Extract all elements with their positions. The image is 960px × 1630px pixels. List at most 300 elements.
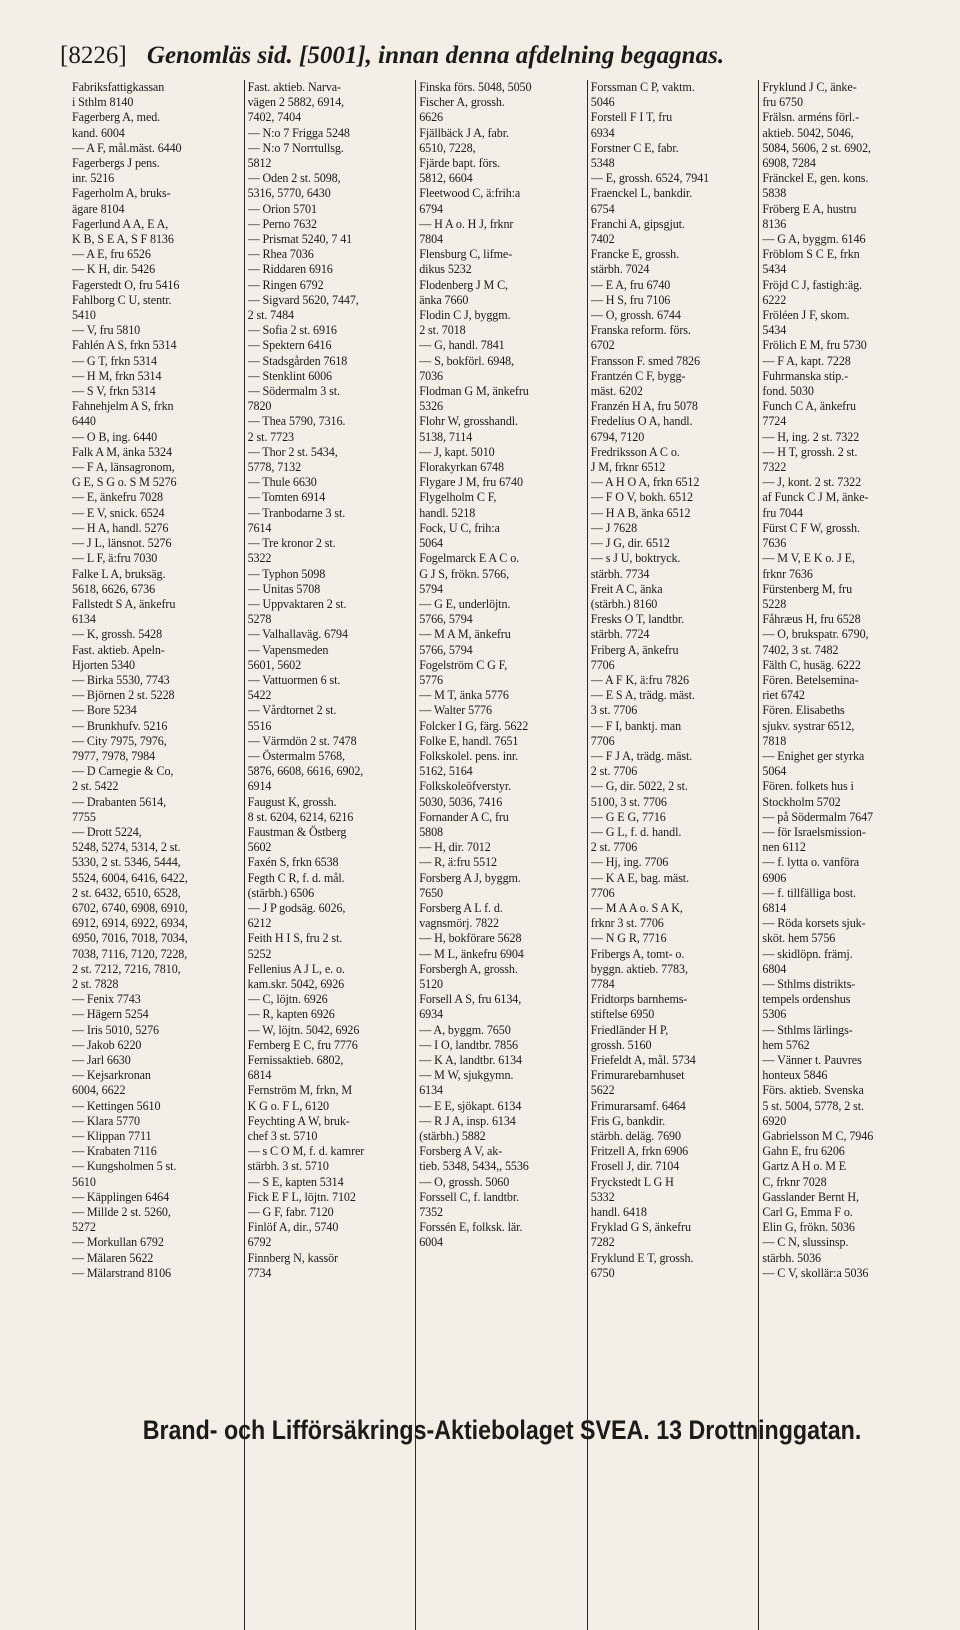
directory-entry: Fürstenberg M, fru [762, 581, 853, 596]
directory-entry: tieb. 5348, 5434,, 5536 [419, 1159, 529, 1174]
directory-entry: Forssén E, folksk. lär. [419, 1220, 523, 1235]
directory-entry: 5084, 5606, 2 st. 6902, [762, 140, 871, 155]
directory-entry: — Vänner t. Pauvres [762, 1053, 862, 1067]
directory-entry: — N G R, 7716 [590, 931, 667, 946]
directory-entry: K B, S E A, S F 8136 [72, 232, 174, 247]
directory-entry: — A H O A, frkn 6512 [590, 475, 700, 490]
directory-entry: 5610 [72, 1174, 96, 1189]
directory-columns [72, 80, 930, 1630]
directory-entry: stärbh. 7734 [590, 566, 650, 581]
directory-entry: 5794 [419, 581, 443, 596]
directory-entry: Fallstedt S A, änkefru [72, 596, 176, 611]
directory-entry: — Södermalm 3 st. [247, 384, 340, 399]
directory-entry: — N:o 7 Frigga 5248 [247, 125, 350, 140]
directory-entry: — Sofia 2 st. 6916 [247, 323, 337, 338]
directory-entry: Fick E F L, löjtn. 7102 [247, 1189, 356, 1204]
directory-entry: 5138, 7114 [419, 429, 473, 444]
directory-entry: Gahn E, fru 6206 [762, 1144, 845, 1159]
directory-entry: — F J A, trädg. mäst. [590, 748, 693, 763]
directory-entry: 7820 [247, 399, 272, 414]
directory-entry: Elin G, frökn. 5036 [762, 1220, 855, 1235]
directory-entry: — K A E, bag. mäst. [590, 870, 689, 885]
directory-entry: Fellenius A J L, e. o. [247, 961, 345, 976]
directory-entry: Fuhrmanska stip.- [762, 368, 849, 383]
directory-entry: — L F, ä:fru 7030 [72, 551, 158, 566]
directory-entry: — Östermalm 5768, [247, 748, 345, 763]
directory-entry: Falke L A, bruksäg. [72, 566, 166, 581]
directory-entry: Finska förs. 5048, 5050 [419, 80, 532, 94]
directory-entry: — V, fru 5810 [72, 323, 141, 338]
directory-entry: — H M, frkn 5314 [72, 368, 162, 383]
directory-entry: Flygare J M, fru 6740 [419, 475, 523, 490]
directory-entry: — Valhallaväg. 6794 [247, 627, 348, 642]
directory-entry: Fjärde bapt. förs. [419, 156, 501, 171]
directory-entry: — Unitas 5708 [247, 581, 321, 596]
header-note: Genomläs sid. [5001], innan denna afdelning begagnas. [146, 42, 725, 69]
directory-entry: — Hägern 5254 [72, 1007, 149, 1022]
directory-entry: (stärbh.) 6506 [247, 885, 315, 900]
page-id: [8226] [60, 42, 127, 69]
directory-entry: 6004, 6622 [72, 1083, 126, 1098]
directory-entry: Fogelmarck E A C o. [419, 551, 520, 566]
directory-entry: 7038, 7116, 7120, 7228, [72, 946, 188, 961]
advertisement-footer: Brand- och Lifförsäkrings-Aktiebolaget SVEA. 13 Drottninggatan. [142, 1415, 862, 1445]
directory-entry: 2 st. 7828 [72, 976, 119, 991]
directory-entry: fru 7044 [762, 505, 803, 520]
directory-column-4 [587, 80, 759, 1630]
directory-entry: Fryklund E T, grossh. [590, 1250, 694, 1265]
directory-entry: fru 6750 [762, 95, 803, 110]
directory-entry: Fegth C R, f. d. mål. [247, 870, 345, 885]
directory-entry: Frälsn. arméns förl.- [762, 110, 860, 125]
directory-entry: — O, grossh. 6744 [590, 308, 681, 323]
directory-entry: Fahnehjelm A S, frkn [72, 399, 174, 414]
directory-entry: Fernberg E C, fru 7776 [247, 1037, 358, 1052]
directory-entry: Fredelius O A, handl. [590, 414, 693, 429]
directory-entry: 5326 [419, 399, 443, 414]
directory-entry: Fast. aktieb. Narva- [247, 80, 341, 94]
directory-entry: — E, grossh. 6524, 7941 [590, 171, 710, 186]
directory-entry: Finnberg N, kassör [247, 1250, 338, 1265]
directory-entry: — Walter 5776 [419, 703, 492, 718]
directory-entry: Fernissaktieb. 6802, [247, 1053, 344, 1067]
directory-entry: — A E, fru 6526 [72, 247, 151, 262]
directory-entry: — E, änkefru 7028 [72, 490, 163, 505]
directory-entry: Funch C A, änkefru [762, 399, 856, 414]
directory-entry: 5601, 5602 [247, 657, 302, 672]
directory-entry: 7614 [247, 520, 272, 535]
directory-entry: Fryklad G S, änkefru [590, 1220, 691, 1235]
directory-entry: Fresks O T, landtbr. [590, 612, 685, 627]
directory-entry: 6814 [247, 1068, 272, 1083]
directory-entry: 5332 [590, 1189, 615, 1204]
directory-entry: 2 st. 7018 [419, 323, 466, 338]
directory-entry: Carl G, Emma F o. [762, 1205, 853, 1220]
directory-entry: 5162, 5164 [419, 764, 473, 779]
directory-entry: — Hj, ing. 7706 [590, 855, 669, 870]
directory-entry: Forstner C E, fabr. [590, 140, 679, 155]
directory-entry: — S E, kapten 5314 [247, 1174, 344, 1189]
directory-entry: — Brunkhufv. 5216 [72, 718, 168, 733]
directory-entry: — Oden 2 st. 5098, [247, 171, 341, 186]
directory-entry: tempels ordenshus [762, 992, 851, 1007]
directory-entry: ägare 8104 [72, 201, 125, 216]
directory-entry: — Jakob 6220 [72, 1037, 142, 1052]
directory-entry: — Kungsholmen 5 st. [72, 1159, 177, 1174]
directory-entry: 7706 [590, 733, 615, 748]
directory-entry: — för Israelsmission- [762, 824, 866, 839]
directory-entry: 7755 [72, 809, 96, 824]
directory-entry: — G L, f. d. handl. [590, 824, 682, 839]
directory-entry: — C, löjtn. 6926 [247, 992, 328, 1007]
directory-entry: — Perno 7632 [247, 216, 317, 231]
directory-entry: Fock, U C, frih:a [419, 520, 500, 535]
directory-column-1 [72, 80, 244, 1630]
directory-entry: änka 7660 [419, 292, 469, 307]
directory-entry: — Krabaten 7116 [72, 1144, 157, 1159]
directory-entry: — H, dir. 7012 [419, 840, 491, 855]
directory-entry: — J P godsäg. 6026, [247, 900, 346, 915]
directory-entry: (stärbh.) 8160 [590, 596, 658, 611]
directory-entry: Florakyrkan 6748 [419, 460, 504, 475]
directory-entry: 6794, 7120 [590, 429, 645, 444]
directory-entry: Fälth C, husäg. 6222 [762, 657, 861, 672]
directory-entry: — D Carnegie & Co, [72, 764, 174, 779]
directory-entry: Fribergs A, tomt- o. [590, 946, 685, 961]
directory-entry: 7402, 3 st. 7482 [762, 642, 839, 657]
directory-entry: Fabriksfattigkassan [72, 80, 165, 94]
directory-entry: 6222 [762, 292, 787, 307]
directory-entry: Gasslander Bernt H, [762, 1189, 859, 1204]
directory-entry: 7352 [419, 1205, 443, 1220]
directory-entry: Folkskolel. pens. inr. [419, 748, 519, 763]
directory-entry: — G E, underlöjtn. [419, 596, 511, 611]
directory-entry: 7804 [419, 232, 443, 247]
directory-entry: 5766, 5794 [419, 612, 473, 627]
directory-entry: byggn. aktieb. 7783, [590, 961, 688, 976]
directory-entry: — A F K, ä:fru 7826 [590, 672, 689, 687]
directory-entry: Friberg A, änkefru [590, 642, 679, 657]
directory-entry: 5306 [762, 1007, 787, 1022]
directory-entry: — J, kapt. 5010 [419, 444, 495, 459]
directory-entry: 6792 [247, 1235, 272, 1250]
directory-entry: Fryckstedt L G H [590, 1174, 674, 1189]
directory-entry: Fraenckel L, bankdir. [590, 186, 693, 201]
directory-entry: riet 6742 [762, 688, 805, 703]
directory-entry: 5422 [247, 688, 272, 703]
directory-entry: Faxén S, frkn 6538 [247, 855, 339, 870]
directory-entry: 6950, 7016, 7018, 7034, [72, 931, 188, 946]
directory-entry: Fagerstedt O, fru 5416 [72, 277, 180, 292]
directory-entry: — M W, sjukgymn. [419, 1068, 514, 1083]
directory-entry: 7282 [590, 1235, 615, 1250]
directory-entry: — M V, E K o. J E, [762, 551, 855, 566]
directory-entry: 5766, 5794 [419, 642, 473, 657]
directory-entry: — G T, frkn 5314 [72, 353, 157, 368]
directory-entry: mäst. 6202 [590, 384, 643, 399]
directory-entry: — Bore 5234 [72, 703, 137, 718]
directory-entry: J M, frknr 6512 [590, 460, 666, 475]
directory-entry: — Thea 5790, 7316. [247, 414, 346, 429]
directory-entry: 2 st. 7723 [247, 429, 294, 444]
directory-entry: af Funck C J M, änke- [762, 490, 869, 505]
directory-entry: Forsbergh A, grossh. [419, 961, 518, 976]
directory-entry: 5812, 6604 [419, 171, 473, 186]
directory-entry: Falk A M, änka 5324 [72, 444, 172, 459]
directory-entry: 6134 [72, 612, 96, 627]
directory-entry: Folke E, handl. 7651 [419, 733, 519, 748]
directory-entry: — f. tillfälliga bost. [762, 885, 856, 900]
directory-entry: 6754 [590, 201, 615, 216]
directory-entry: sköt. hem 5756 [762, 931, 836, 946]
directory-entry: — Spektern 6416 [247, 338, 332, 353]
directory-entry: Fast. aktieb. Apeln- [72, 642, 165, 657]
directory-entry: Freit A C, änka [590, 581, 663, 596]
directory-entry: — City 7975, 7976, [72, 733, 167, 748]
directory-entry: — Prismat 5240, 7 41 [247, 232, 353, 247]
directory-entry: kand. 6004 [72, 125, 125, 140]
directory-entry: 6934 [590, 125, 615, 140]
directory-entry: 7724 [762, 414, 787, 429]
directory-entry: — O, grossh. 5060 [419, 1174, 510, 1189]
directory-entry: Forsberg A J, byggm. [419, 870, 521, 885]
directory-entry: sjukv. systrar 6512, [762, 718, 855, 733]
directory-entry: 5434 [762, 323, 787, 338]
directory-entry: 5622 [590, 1083, 615, 1098]
directory-entry: G J S, frökn. 5766, [419, 566, 510, 581]
directory-entry: — Millde 2 st. 5260, [72, 1205, 171, 1220]
directory-entry: 7322 [762, 460, 787, 475]
directory-entry: 5330, 2 st. 5346, 5444, [72, 855, 181, 870]
directory-entry: Feychting A W, bruk- [247, 1113, 350, 1128]
directory-entry: Franzén H A, fru 5078 [590, 399, 698, 414]
directory-entry: 8136 [762, 216, 787, 231]
directory-entry: 5316, 5770, 6430 [247, 186, 331, 201]
directory-entry: 6914 [247, 779, 272, 794]
directory-entry: — J 7628 [590, 520, 638, 535]
directory-entry: 7036 [419, 368, 443, 383]
directory-entry: — Iris 5010, 5276 [72, 1022, 159, 1037]
directory-entry: — M L, änkefru 6904 [419, 946, 524, 961]
directory-entry: Fürst C F W, grossh. [762, 520, 860, 535]
directory-entry: 5252 [247, 946, 272, 961]
directory-entry: — R, ä:fru 5512 [419, 855, 497, 870]
directory-entry: handl. 6418 [590, 1205, 647, 1220]
directory-entry: 7706 [590, 657, 615, 672]
directory-entry: Forstell F I T, fru [590, 110, 673, 125]
directory-entry: Faustman & Östberg [247, 824, 347, 839]
directory-entry: — f. lytta o. vanföra [762, 855, 860, 870]
directory-column-5 [758, 80, 930, 1630]
directory-entry: — R, kapten 6926 [247, 1007, 335, 1022]
directory-entry: Flodin C J, byggm. [419, 308, 511, 323]
directory-entry: — I O, landtbr. 7856 [419, 1037, 518, 1052]
directory-entry: Stockholm 5702 [762, 794, 841, 809]
directory-entry: 6804 [762, 961, 787, 976]
directory-entry: Fritzell A, frkn 6906 [590, 1144, 689, 1159]
directory-entry: — M A M, änkefru [419, 627, 511, 642]
directory-entry: 5 st. 5004, 5778, 2 st. [762, 1098, 864, 1113]
directory-entry: 3 st. 7706 [590, 703, 638, 718]
directory-entry: 6934 [419, 1007, 443, 1022]
directory-entry: 7402, 7404 [247, 110, 302, 125]
directory-entry: 5064 [419, 536, 443, 551]
directory-entry: 5876, 6608, 6616, 6902, [247, 764, 364, 779]
directory-entry: 7706 [590, 885, 615, 900]
directory-entry: 6510, 7228, [419, 140, 476, 155]
directory-entry: 7734 [247, 1265, 272, 1280]
directory-entry: 6906 [762, 870, 787, 885]
directory-entry: C, frknr 7028 [762, 1174, 827, 1189]
directory-entry: Fören. Elisabeths [762, 703, 845, 718]
directory-entry: stärbh. 3 st. 5710 [247, 1159, 329, 1174]
directory-entry: — Sigvard 5620, 7447, [247, 292, 359, 307]
directory-entry: Frosell J, dir. 7104 [590, 1159, 680, 1174]
directory-entry: 6004 [419, 1235, 443, 1250]
directory-entry: Flohr W, grosshandl. [419, 414, 518, 429]
directory-entry: honteux 5846 [762, 1068, 828, 1083]
directory-entry: — Morkullan 6792 [72, 1235, 164, 1250]
directory-entry: 5100, 3 st. 7706 [590, 794, 667, 809]
directory-entry: — Sthlms lärlings- [762, 1022, 853, 1037]
directory-entry: 6440 [72, 414, 96, 429]
directory-entry: Franska reform. förs. [590, 323, 691, 338]
directory-entry: 8 st. 6204, 6214, 6216 [247, 809, 354, 824]
directory-entry: 2 st. 7212, 7216, 7810, [72, 961, 181, 976]
directory-entry: fond. 5030 [762, 384, 814, 399]
directory-entry: — Drott 5224, [72, 824, 142, 839]
directory-entry: — G, handl. 7841 [419, 338, 505, 353]
directory-entry: Forsell A S, fru 6134, [419, 992, 522, 1007]
directory-entry: — Birka 5530, 7743 [72, 672, 170, 687]
directory-entry: Fjällbäck J A, fabr. [419, 125, 509, 140]
directory-entry: 5434 [762, 262, 787, 277]
directory-entry: Forssell C, f. landtbr. [419, 1189, 520, 1204]
directory-entry: — G E G, 7716 [590, 809, 666, 824]
directory-entry: — Mälaren 5622 [72, 1250, 154, 1265]
directory-entry: — F A, kapt. 7228 [762, 353, 851, 368]
directory-entry: Frölich E M, fru 5730 [762, 338, 867, 353]
directory-entry: vägen 2 5882, 6914, [247, 95, 345, 110]
directory-entry: Fagerlund A A, E A, [72, 216, 169, 231]
directory-entry: — G F, fabr. 7120 [247, 1205, 334, 1220]
directory-entry: 7636 [762, 536, 787, 551]
directory-entry: 5046 [590, 95, 615, 110]
directory-entry: 7818 [762, 733, 787, 748]
directory-entry: stärbh. 7024 [590, 262, 650, 277]
directory-entry: 5808 [419, 824, 443, 839]
directory-entry: — G A, byggm. 6146 [762, 232, 866, 247]
directory-entry: Flodman G M, änkefru [419, 384, 529, 399]
directory-entry: 5524, 6004, 6416, 6422, [72, 870, 188, 885]
directory-entry: — H A o. H J, frknr [419, 216, 514, 231]
directory-entry: — Tranbodarne 3 st. [247, 505, 346, 520]
directory-entry: — H T, grossh. 2 st. [762, 444, 858, 459]
directory-entry: — C N, slussinsp. [762, 1235, 849, 1250]
directory-entry: stiftelse 6950 [590, 1007, 655, 1022]
directory-entry: — G, dir. 5022, 2 st. [590, 779, 688, 794]
directory-entry: Frimurarsamf. 6464 [590, 1098, 686, 1113]
directory-entry: — C V, skollär:a 5036 [762, 1265, 869, 1280]
directory-entry: — E V, snick. 6524 [72, 505, 165, 520]
directory-entry: — K H, dir. 5426 [72, 262, 156, 277]
directory-entry: stärbh. deläg. 7690 [590, 1129, 681, 1144]
directory-entry: Fåhræus H, fru 6528 [762, 612, 861, 627]
directory-entry: — s J U, boktryck. [590, 551, 681, 566]
directory-entry: Forssman C P, vaktm. [590, 80, 695, 94]
directory-entry: — Uppvaktaren 2 st. [247, 596, 347, 611]
directory-entry: — Thor 2 st. 5434, [247, 444, 338, 459]
directory-entry: Fernström M, frkn, M [247, 1083, 353, 1098]
directory-entry: — Tre kronor 2 st. [247, 536, 336, 551]
directory-entry: — W, löjtn. 5042, 6926 [247, 1022, 360, 1037]
directory-entry: 5812 [247, 156, 272, 171]
directory-entry: Folcker I G, färg. 5622 [419, 718, 529, 733]
directory-entry: Fornander A C, fru [419, 809, 509, 824]
directory-entry: — H A B, änka 6512 [590, 505, 691, 520]
directory-entry: Flodenberg J M C, [419, 277, 508, 292]
directory-entry: — Jarl 6630 [72, 1053, 131, 1067]
directory-entry: — Typhon 5098 [247, 566, 326, 581]
directory-entry: Fröjd C J, fastigh:äg. [762, 277, 862, 292]
directory-entry: 5348 [590, 156, 615, 171]
directory-entry: — Björnen 2 st. 5228 [72, 688, 175, 703]
directory-entry: 5602 [247, 840, 272, 855]
directory-entry: — S V, frkn 5314 [72, 384, 156, 399]
directory-entry: grossh. 5160 [590, 1037, 652, 1052]
directory-entry: — Sthlms distrikts- [762, 976, 856, 991]
directory-entry: Fridtorps barnhems- [590, 992, 688, 1007]
directory-entry: — K A, landtbr. 6134 [419, 1053, 522, 1067]
directory-entry: — Käpplingen 6464 [72, 1189, 170, 1204]
directory-entry: — Vårdtornet 2 st. [247, 703, 337, 718]
directory-entry: chef 3 st. 5710 [247, 1129, 318, 1144]
directory-entry: inr. 5216 [72, 171, 115, 186]
directory-entry: 5278 [247, 612, 272, 627]
directory-entry: 5030, 5036, 7416 [419, 794, 503, 809]
directory-entry: 6912, 6914, 6922, 6934, [72, 916, 188, 931]
directory-entry: stärbh. 5036 [762, 1250, 821, 1265]
directory-entry: — J L, länsnot. 5276 [72, 536, 172, 551]
directory-entry: 5228 [762, 596, 787, 611]
directory-entry: — O, brukspatr. 6790, [762, 627, 869, 642]
directory-entry: — F I, banktj. man [590, 718, 682, 733]
directory-entry: — A F, mål.mäst. 6440 [72, 140, 182, 155]
directory-entry: Fören. Betelsemina- [762, 672, 859, 687]
directory-entry: — E E, sjökapt. 6134 [419, 1098, 522, 1113]
directory-entry: — s C O M, f. d. kamrer [247, 1144, 365, 1159]
directory-entry: — A, byggm. 7650 [419, 1022, 511, 1037]
directory-entry: Fröberg E A, hustru [762, 201, 857, 216]
directory-entry: Friedländer H P, [590, 1022, 669, 1037]
directory-entry: Fris G, bankdir. [590, 1113, 666, 1128]
directory-entry: 2 st. 7706 [590, 764, 638, 779]
directory-entry: — O B, ing. 6440 [72, 429, 158, 444]
directory-entry: — Kettingen 5610 [72, 1098, 161, 1113]
directory-entry: Fleetwood C, ä:frih:a [419, 186, 521, 201]
directory-entry: 5778, 7132 [247, 460, 302, 475]
directory-entry: 7784 [590, 976, 615, 991]
directory-entry: Forsberg A V, ak- [419, 1144, 503, 1159]
directory-entry: 7650 [419, 885, 443, 900]
directory-entry: — Fenix 7743 [72, 992, 141, 1007]
directory-entry: — E S A, trädg. mäst. [590, 688, 695, 703]
directory-entry: Förs. aktieb. Svenska [762, 1083, 864, 1098]
directory-entry: 7402 [590, 232, 615, 247]
directory-entry: aktieb. 5042, 5046, [762, 125, 854, 140]
directory-entry: 6814 [762, 900, 787, 915]
directory-entry: Hjorten 5340 [72, 657, 135, 672]
